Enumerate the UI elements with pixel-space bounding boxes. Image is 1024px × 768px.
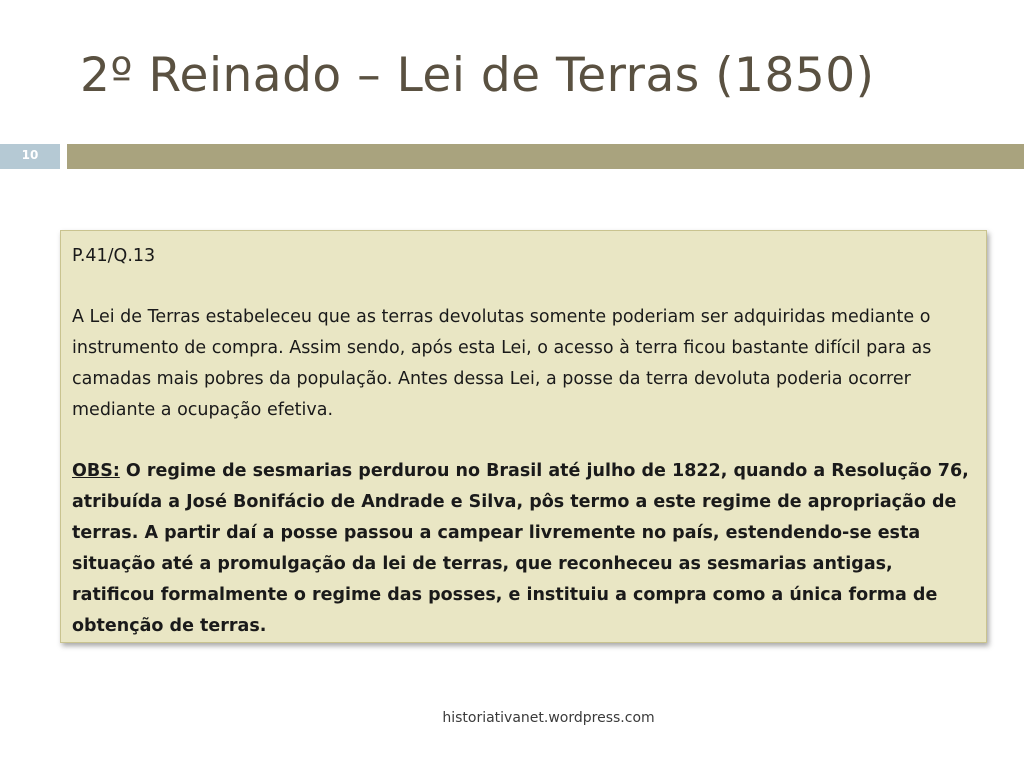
slide-number: 10 bbox=[0, 144, 60, 169]
content-box bbox=[60, 230, 987, 643]
spacer bbox=[72, 426, 974, 456]
main-paragraph: A Lei de Terras estabeleceu que as terras devolutas somente poderiam ser adquiridas mediante o instrumento de compra. Assim sendo, após esta Lei, o acesso à terra ficou bastante difícil para as camadas mais pobres da população. Antes dessa Lei, a posse da terra devoluta poderia ocorrer mediante a ocupação efetiva. bbox=[72, 307, 932, 420]
footer-source: historiativanet.wordpress.com bbox=[442, 710, 655, 726]
obs-label: OBS: bbox=[72, 461, 120, 481]
obs-paragraph bbox=[72, 456, 974, 642]
slide-title: 2º Reinado – Lei de Terras (1850) bbox=[80, 48, 875, 103]
obs-text: O regime de sesmarias perdurou no Brasil até julho de 1822, quando a Resolução 76, atribuída a José Bonifácio de Andrade e Silva, pôs termo a este regime de apropriação de terras. A partir daí a posse passou a campear livremente no país, estendendo-se esta situação até a promulgação da lei de terras, que reconheceu as sesmarias antigas, ratificou formalmente o regime das posses, e instituiu a compra como a única forma de obtenção de terras. bbox=[72, 461, 969, 636]
question-reference: P.41/Q.13 bbox=[72, 246, 156, 266]
spacer bbox=[72, 272, 974, 302]
title-divider-bar bbox=[67, 144, 1024, 169]
